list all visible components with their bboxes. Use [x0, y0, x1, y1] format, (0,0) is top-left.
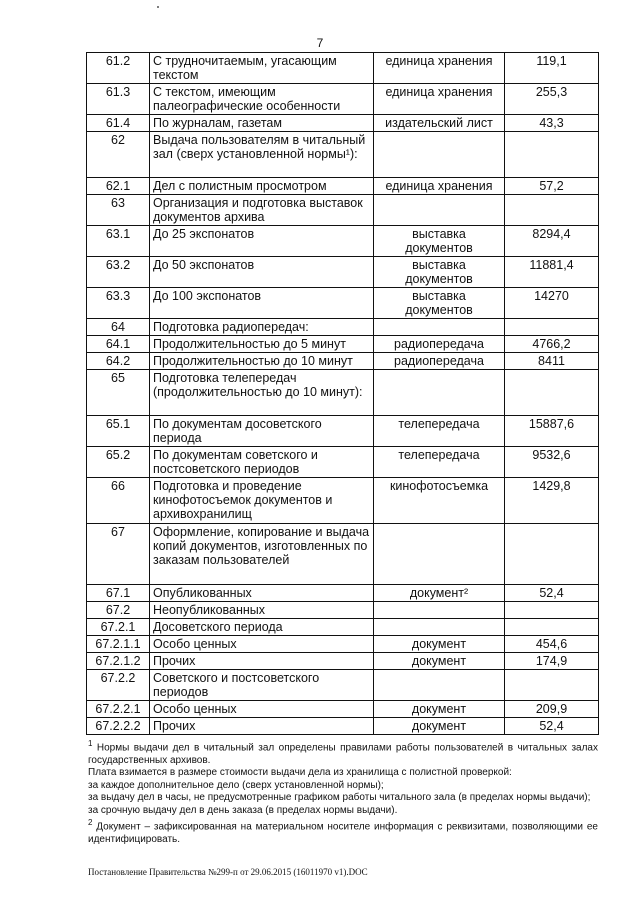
row-price: 57,2 — [505, 178, 599, 195]
footnote-1-text: Нормы выдачи дел в читальный зал определены правилами работы пользователей в читальных залах государственных архивов. — [88, 742, 598, 766]
row-name: До 25 экспонатов — [150, 226, 374, 257]
row-code: 67.2.1 — [87, 619, 150, 636]
footnote-fee-item-1: за каждое дополнительное дело (сверх установленной нормы); — [88, 779, 384, 791]
row-name: Досоветского периода — [150, 619, 374, 636]
table-row — [87, 653, 599, 670]
row-unit: документ — [374, 701, 505, 718]
row-name: Прочих — [150, 718, 374, 735]
row-unit: кинофотосъемка — [374, 478, 505, 524]
row-unit: радиопередача — [374, 353, 505, 370]
footnote-fee-intro: Плата взимается в размере стоимости выдачи дела из хранилища с полистной проверкой: — [88, 767, 512, 779]
row-unit: единица хранения — [374, 178, 505, 195]
row-name: Выдача пользователям в читальный зал (сверх установленной нормы¹): — [150, 132, 374, 178]
row-name: По документам советского и постсоветского периодов — [150, 447, 374, 478]
row-name: Продолжительностью до 5 минут — [150, 336, 374, 353]
row-unit: выставка документов — [374, 257, 505, 288]
row-unit: единица хранения — [374, 53, 505, 84]
row-name: С текстом, имеющим палеографические особенности — [150, 84, 374, 115]
footnote-1 — [88, 738, 598, 767]
row-price: 9532,6 — [505, 447, 599, 478]
row-name: Подготовка и проведение кинофотосъемок документов и архивохранилищ — [150, 478, 374, 524]
table-row — [87, 226, 599, 257]
row-code: 63.2 — [87, 257, 150, 288]
row-code: 67.2.1.2 — [87, 653, 150, 670]
row-name: По документам досоветского периода — [150, 416, 374, 447]
table-row — [87, 319, 599, 336]
row-unit: выставка документов — [374, 288, 505, 319]
row-name: Подготовка телепередач (продолжительностью до 10 минут): — [150, 370, 374, 416]
row-code: 65.1 — [87, 416, 150, 447]
footnote-fee-item-3: за срочную выдачу дел в день заказа (в пределах нормы выдачи). — [88, 804, 398, 816]
row-code: 67.1 — [87, 585, 150, 602]
scan-speck — [157, 6, 159, 8]
row-unit — [374, 132, 505, 178]
row-price — [505, 319, 599, 336]
row-code: 67.2.2.2 — [87, 718, 150, 735]
row-name: По журналам, газетам — [150, 115, 374, 132]
row-code: 63.1 — [87, 226, 150, 257]
table-row — [87, 619, 599, 636]
row-price: 1429,8 — [505, 478, 599, 524]
row-code: 64 — [87, 319, 150, 336]
footnote-1-mark: 1 — [88, 739, 93, 748]
row-name: Особо ценных — [150, 701, 374, 718]
row-name: Неопубликованных — [150, 602, 374, 619]
row-unit: документ — [374, 718, 505, 735]
row-name: Оформление, копирование и выдача копий документов, изготовленных по заказам пользователей — [150, 524, 374, 585]
table-row — [87, 84, 599, 115]
row-price: 8411 — [505, 353, 599, 370]
row-unit — [374, 370, 505, 416]
row-price: 8294,4 — [505, 226, 599, 257]
row-name: Продолжительностью до 10 минут — [150, 353, 374, 370]
row-unit: документ — [374, 636, 505, 653]
table-row — [87, 195, 599, 226]
table-row — [87, 478, 599, 524]
document-footer: Постановление Правительства №299-п от 29.06.2015 (16011970 v1).DOC — [88, 867, 368, 877]
table-row — [87, 636, 599, 653]
row-price — [505, 524, 599, 585]
row-price — [505, 195, 599, 226]
row-code: 63.3 — [87, 288, 150, 319]
row-price: 15887,6 — [505, 416, 599, 447]
row-code: 62.1 — [87, 178, 150, 195]
row-price: 174,9 — [505, 653, 599, 670]
row-unit: единица хранения — [374, 84, 505, 115]
table-row — [87, 132, 599, 178]
footnote-2 — [88, 817, 598, 846]
row-code: 63 — [87, 195, 150, 226]
row-unit — [374, 670, 505, 701]
row-price: 454,6 — [505, 636, 599, 653]
row-price: 209,9 — [505, 701, 599, 718]
tariff-table-body — [87, 53, 599, 735]
row-price: 52,4 — [505, 585, 599, 602]
footnotes — [88, 738, 598, 847]
table-row — [87, 524, 599, 585]
row-code: 67.2.2.1 — [87, 701, 150, 718]
row-code: 61.4 — [87, 115, 150, 132]
row-name: Прочих — [150, 653, 374, 670]
row-code: 67.2 — [87, 602, 150, 619]
row-code: 64.1 — [87, 336, 150, 353]
footnote-separator — [86, 734, 236, 735]
row-code: 67.2.1.1 — [87, 636, 150, 653]
row-price — [505, 132, 599, 178]
row-price — [505, 602, 599, 619]
row-unit — [374, 619, 505, 636]
row-price: 14270 — [505, 288, 599, 319]
row-name: С трудночитаемым, угасающим текстом — [150, 53, 374, 84]
row-price — [505, 670, 599, 701]
row-code: 64.2 — [87, 353, 150, 370]
row-code: 67.2.2 — [87, 670, 150, 701]
row-price: 4766,2 — [505, 336, 599, 353]
footnote-2-mark: 2 — [88, 818, 93, 828]
table-row — [87, 288, 599, 319]
row-unit — [374, 602, 505, 619]
footnote-2-text: Документ – зафиксированная на материальном носителе информация с реквизитами, позволяющими ее идентифицировать. — [88, 821, 598, 846]
row-name: Организация и подготовка выставок документов архива — [150, 195, 374, 226]
row-unit: радиопередача — [374, 336, 505, 353]
row-unit — [374, 195, 505, 226]
table-row — [87, 718, 599, 735]
row-unit — [374, 524, 505, 585]
row-price: 11881,4 — [505, 257, 599, 288]
row-price: 43,3 — [505, 115, 599, 132]
page-number: 7 — [316, 36, 324, 50]
row-price: 52,4 — [505, 718, 599, 735]
table-row — [87, 115, 599, 132]
row-price: 119,1 — [505, 53, 599, 84]
row-code: 61.3 — [87, 84, 150, 115]
row-name: Опубликованных — [150, 585, 374, 602]
row-code: 62 — [87, 132, 150, 178]
row-unit: телепередача — [374, 447, 505, 478]
row-price: 255,3 — [505, 84, 599, 115]
tariff-table — [86, 52, 599, 735]
row-name: До 100 экспонатов — [150, 288, 374, 319]
table-row — [87, 416, 599, 447]
table-row — [87, 257, 599, 288]
table-row — [87, 336, 599, 353]
row-code: 65 — [87, 370, 150, 416]
row-name: До 50 экспонатов — [150, 257, 374, 288]
row-name: Особо ценных — [150, 636, 374, 653]
table-row — [87, 701, 599, 718]
row-unit — [374, 319, 505, 336]
table-row — [87, 53, 599, 84]
table-row — [87, 178, 599, 195]
row-unit: выставка документов — [374, 226, 505, 257]
row-unit: телепередача — [374, 416, 505, 447]
row-code: 61.2 — [87, 53, 150, 84]
table-row — [87, 602, 599, 619]
footnote-fee-item-2: за выдачу дел в часы, не предусмотренные графиком работы читального зала (в пределах нормы выдачи); — [88, 792, 591, 804]
row-price — [505, 370, 599, 416]
row-code: 67 — [87, 524, 150, 585]
table-row — [87, 585, 599, 602]
row-code: 65.2 — [87, 447, 150, 478]
table-row — [87, 353, 599, 370]
row-name: Советского и постсоветского периодов — [150, 670, 374, 701]
table-row — [87, 670, 599, 701]
row-code: 66 — [87, 478, 150, 524]
row-unit: издательский лист — [374, 115, 505, 132]
table-row — [87, 370, 599, 416]
row-price — [505, 619, 599, 636]
row-unit: документ² — [374, 585, 505, 602]
row-name: Подготовка радиопередач: — [150, 319, 374, 336]
row-unit: документ — [374, 653, 505, 670]
table-row — [87, 447, 599, 478]
row-name: Дел с полистным просмотром — [150, 178, 374, 195]
